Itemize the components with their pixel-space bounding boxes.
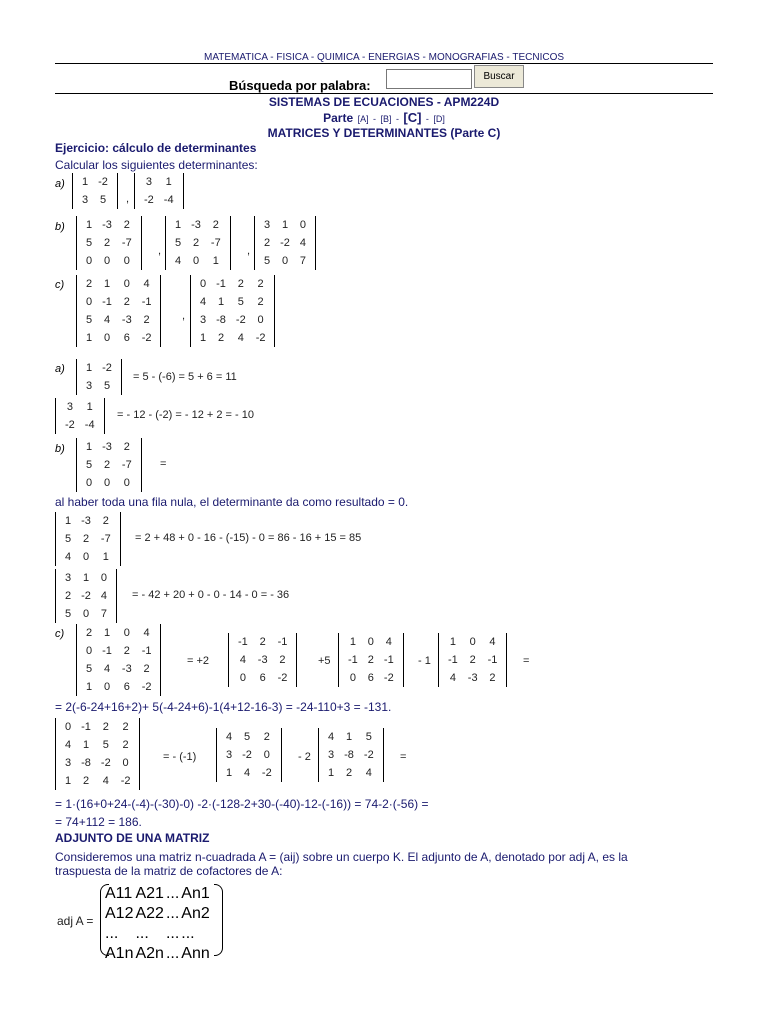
matrix-cell: -2: [102, 362, 112, 374]
matrix-cell: 1: [217, 296, 225, 308]
matrix-cell: -3: [102, 219, 112, 231]
matrix-cell: 1: [86, 362, 93, 374]
matrix-cell: 0: [86, 645, 93, 657]
matrix-cell: -2: [242, 749, 252, 761]
matrix-cell: -1: [383, 654, 394, 666]
matrix-cell: -2: [100, 757, 111, 769]
matrix-cell: 0: [103, 681, 111, 693]
matrix-cell: 2: [82, 533, 90, 545]
matrix-cell: 4: [143, 278, 150, 290]
matrix-cell: 3: [264, 219, 271, 231]
matrix-cell: 1: [86, 681, 93, 693]
matrix-cell: 2: [102, 721, 109, 733]
matrix-cell: -2: [98, 176, 108, 188]
matrix-cell: An1: [181, 885, 210, 902]
part-a-link[interactable]: [A]: [357, 114, 369, 124]
matrix-cell: 4: [237, 332, 244, 344]
matrix-cell: 4: [239, 654, 246, 666]
matrix-cell: 0: [86, 255, 93, 267]
solution-b2-equation: = 2 + 48 + 0 - 16 - (-15) - 0 = 86 - 16 + 15 = 85: [135, 532, 362, 544]
divider: [55, 63, 713, 64]
determinant-a2: [134, 173, 184, 209]
matrix-cell: 5: [99, 194, 107, 206]
matrix-cell: 2: [217, 332, 225, 344]
matrix-cell: 4: [65, 551, 72, 563]
matrix-cell: 2: [82, 775, 90, 787]
matrix-cell: 1: [349, 636, 356, 648]
matrix-cell: 4: [65, 739, 72, 751]
matrix-cell: 5: [86, 663, 93, 675]
label-a: a): [55, 363, 65, 375]
solution-b2-matrix: [55, 512, 121, 566]
matrix-cell: 5: [365, 731, 372, 743]
matrix-cell: 2: [122, 721, 129, 733]
matrix-cell: An2: [181, 905, 210, 922]
matrix-cell: -3: [121, 663, 132, 675]
matrix-cell: 0: [200, 278, 207, 290]
matrix-cell: 0: [299, 219, 307, 231]
section-title-adjunto: ADJUNTO DE UNA MATRIZ: [55, 831, 210, 845]
matrix-cell: A1n: [105, 945, 134, 962]
comma: ,: [182, 310, 186, 322]
matrix-cell: 0: [103, 332, 111, 344]
solution-c2-coef2: - 2: [298, 751, 311, 763]
solution-b3-matrix: [55, 569, 117, 623]
matrix-cell: -1: [487, 654, 498, 666]
label-b: b): [55, 443, 65, 455]
matrix-cell: -1: [141, 645, 152, 657]
matrix-cell: 0: [122, 757, 129, 769]
part-navigation: Parte [A] - [B] - [C] - [D]: [323, 110, 445, 125]
comma: ,: [126, 193, 130, 205]
matrix-cell: 0: [100, 572, 108, 584]
matrix-cell: 0: [239, 672, 246, 684]
part-label: Parte: [323, 111, 354, 125]
matrix-cell: 2: [489, 672, 496, 684]
solution-c1-minor1: [228, 633, 297, 687]
matrix-cell: 5: [264, 255, 271, 267]
matrix-cell: -1: [448, 654, 458, 666]
solution-c1-result: = 2(-6-24+16+2)+ 5(-4-24+6)-1(4+12-16-3) = -24-110+3 = -131.: [55, 700, 392, 714]
matrix-cell: 0: [123, 627, 130, 639]
matrix-cell: 2: [86, 627, 93, 639]
matrix-cell: ...: [165, 905, 180, 922]
matrix-cell: A21: [135, 885, 164, 902]
matrix-cell: -7: [210, 237, 221, 249]
solution-b1-equation: =: [160, 458, 167, 470]
matrix-cell: 5: [65, 608, 72, 620]
matrix-cell: 4: [100, 590, 108, 602]
matrix-cell: -1: [102, 296, 112, 308]
matrix-cell: -2: [383, 672, 394, 684]
matrix-cell: -8: [216, 314, 226, 326]
matrix-cell: 4: [103, 663, 111, 675]
matrix-cell: ...: [165, 925, 180, 942]
matrix-cell: 5: [102, 739, 109, 751]
matrix-cell: -3: [121, 314, 132, 326]
search-label: Búsqueda por palabra:: [229, 78, 371, 93]
adjoint-matrix: [104, 884, 211, 964]
comma: ,: [247, 245, 251, 257]
adjunto-text-line1: Consideremos una matriz n-cuadrada A = (aij) sobre un cuerpo K. El adjunto de A, denotado por adj A, es la: [55, 850, 628, 864]
matrix-cell: 1: [82, 739, 90, 751]
matrix-cell: 1: [86, 332, 93, 344]
matrix-cell: 0: [123, 278, 130, 290]
matrix-cell: 2: [345, 767, 353, 779]
divider: [55, 93, 713, 94]
matrix-cell: 2: [263, 731, 270, 743]
determinant-b3: [254, 216, 316, 270]
matrix-cell: 2: [123, 441, 130, 453]
matrix-cell: 1: [82, 572, 90, 584]
matrix-cell: 3: [86, 380, 93, 392]
matrix-cell: -1: [102, 645, 112, 657]
matrix-cell: 2: [122, 739, 129, 751]
determinant-a1: [72, 173, 118, 209]
matrix-cell: 5: [175, 237, 182, 249]
matrix-cell: -1: [238, 636, 248, 648]
solution-c1-minor3: [438, 633, 507, 687]
matrix-cell: 6: [259, 672, 266, 684]
matrix-cell: 4: [489, 636, 496, 648]
matrix-cell: -1: [348, 654, 358, 666]
matrix-cell: 1: [281, 219, 289, 231]
matrix-cell: -7: [100, 533, 111, 545]
label-c: c): [55, 279, 65, 291]
adjunto-text-line2: traspuesta de la matriz de cofactores de A:: [55, 864, 283, 878]
matrix-cell: 0: [257, 314, 264, 326]
matrix-cell: 6: [123, 332, 130, 344]
matrix-cell: A12: [105, 905, 134, 922]
exercise-title: Ejercicio: cálculo de determinantes: [55, 141, 257, 155]
matrix-cell: 0: [123, 477, 130, 489]
matrix-cell: 1: [65, 775, 72, 787]
matrix-cell: ...: [105, 925, 119, 942]
matrix-cell: A2n: [135, 945, 164, 962]
solution-c1-matrix: [76, 624, 161, 696]
matrix-cell: 2: [102, 515, 109, 527]
matrix-cell: -2: [261, 767, 272, 779]
matrix-cell: 4: [226, 731, 233, 743]
solution-a2-matrix: [55, 398, 105, 434]
matrix-cell: 1: [328, 767, 335, 779]
matrix-cell: 0: [103, 255, 111, 267]
matrix-cell: -2: [280, 237, 290, 249]
matrix-cell: 3: [66, 401, 73, 413]
matrix-cell: 0: [349, 672, 356, 684]
determinant-b1: [76, 216, 142, 270]
matrix-cell: 2: [143, 663, 150, 675]
matrix-cell: -2: [81, 590, 91, 602]
part-b-link[interactable]: [B]: [380, 114, 392, 124]
matrix-cell: 5: [103, 380, 111, 392]
page-title: SISTEMAS DE ECUACIONES - APM224D: [268, 95, 500, 109]
matrix-cell: A22: [135, 905, 164, 922]
solution-c2-matrix: [55, 718, 140, 790]
matrix-cell: 2: [103, 237, 111, 249]
matrix-cell: 2: [279, 654, 286, 666]
matrix-cell: -2: [141, 332, 152, 344]
matrix-cell: 2: [367, 654, 374, 666]
solution-c1-coef1: = +2: [187, 655, 210, 667]
matrix-cell: 1: [82, 176, 89, 188]
matrix-cell: -2: [65, 419, 75, 431]
label-a: a): [55, 178, 65, 190]
matrix-cell: 4: [175, 255, 182, 267]
matrix-cell: -1: [216, 278, 226, 290]
search-button[interactable]: Buscar: [474, 65, 524, 88]
label-c: c): [55, 628, 65, 640]
matrix-cell: 3: [226, 749, 233, 761]
matrix-cell: 4: [328, 731, 335, 743]
solution-c1-coef2: +5: [318, 655, 331, 667]
matrix-cell: ...: [165, 885, 180, 902]
matrix-cell: 4: [243, 767, 251, 779]
exercise-intro: Calcular los siguientes determinantes:: [55, 158, 258, 172]
matrix-cell: 0: [103, 477, 111, 489]
matrix-cell: 5: [243, 731, 251, 743]
matrix-cell: 2: [123, 296, 130, 308]
matrix-cell: -3: [81, 515, 91, 527]
solution-a2-equation: = - 12 - (-2) = - 12 + 2 = - 10: [117, 409, 254, 421]
matrix-cell: 5: [65, 533, 72, 545]
matrix-cell: 5: [86, 314, 93, 326]
matrix-cell: 0: [192, 255, 200, 267]
matrix-cell: 2: [469, 654, 476, 666]
determinant-b2: [165, 216, 231, 270]
solution-b1-matrix: [76, 438, 142, 492]
matrix-cell: -2: [120, 775, 131, 787]
matrix-cell: 0: [367, 636, 374, 648]
matrix-cell: 2: [257, 296, 264, 308]
matrix-cell: -3: [191, 219, 201, 231]
matrix-cell: -2: [255, 332, 266, 344]
matrix-cell: 2: [123, 219, 130, 231]
solution-c1-coef3: - 1: [418, 655, 431, 667]
matrix-cell: 5: [86, 237, 93, 249]
part-c-current: [C]: [403, 110, 422, 125]
matrix-cell: 0: [469, 636, 476, 648]
matrix-cell: -1: [81, 721, 91, 733]
matrix-cell: 5: [86, 459, 93, 471]
matrix-cell: 1: [86, 441, 93, 453]
matrix-cell: 0: [86, 296, 93, 308]
solution-c2-result-line1: = 1·(16+0+24-(-4)-(-30)-0) -2·(-128-2+30-(-40)-12-(-16)) = 74-2·(-56) =: [55, 797, 429, 811]
matrix-cell: -3: [467, 672, 478, 684]
matrix-cell: 5: [237, 296, 244, 308]
matrix-cell: 1: [226, 767, 233, 779]
solution-a1-matrix: [76, 359, 122, 395]
equals: =: [400, 751, 407, 763]
determinant-c2: [190, 275, 275, 347]
matrix-cell: 2: [192, 237, 200, 249]
matrix-cell: 0: [65, 721, 72, 733]
determinant-c1: [76, 275, 161, 347]
matrix-cell: 0: [82, 551, 90, 563]
matrix-cell: 3: [65, 757, 72, 769]
matrix-cell: 2: [86, 278, 93, 290]
matrix-cell: 2: [259, 636, 266, 648]
matrix-cell: ...: [181, 925, 195, 942]
comma: ,: [158, 245, 162, 257]
matrix-cell: 1: [165, 176, 172, 188]
matrix-cell: 0: [123, 255, 130, 267]
matrix-cell: 7: [299, 255, 307, 267]
matrix-cell: 4: [103, 314, 111, 326]
matrix-cell: 3: [145, 176, 152, 188]
matrix-cell: -3: [257, 654, 268, 666]
matrix-cell: -2: [235, 314, 246, 326]
right-paren: [214, 884, 223, 956]
matrix-cell: 1: [449, 636, 456, 648]
matrix-cell: 0: [86, 477, 93, 489]
search-input[interactable]: [386, 69, 472, 89]
matrix-cell: -4: [84, 419, 95, 431]
matrix-cell: 6: [367, 672, 374, 684]
matrix-cell: -8: [344, 749, 354, 761]
matrix-cell: A11: [105, 885, 133, 902]
matrix-cell: 4: [299, 237, 307, 249]
matrix-cell: 1: [86, 401, 93, 413]
equals: =: [523, 655, 530, 667]
top-navigation[interactable]: MATEMATICA - FISICA - QUIMICA - ENERGIAS - MONOGRAFIAS - TECNICOS: [203, 52, 565, 63]
matrix-cell: 4: [449, 672, 456, 684]
solution-c2-minor2: [318, 728, 384, 782]
matrix-cell: 2: [123, 645, 130, 657]
matrix-cell: -4: [163, 194, 174, 206]
solution-c2-coef1: = - (-1): [163, 751, 197, 763]
matrix-cell: 1: [345, 731, 353, 743]
matrix-cell: -2: [277, 672, 288, 684]
matrix-cell: 3: [65, 572, 72, 584]
matrix-cell: 2: [103, 459, 111, 471]
matrix-cell: -8: [81, 757, 91, 769]
matrix-cell: -2: [363, 749, 374, 761]
matrix-cell: 2: [65, 590, 72, 602]
matrix-cell: 1: [86, 219, 93, 231]
solution-a1-equation: = 5 - (-6) = 5 + 6 = 11: [133, 371, 237, 383]
matrix-cell: 2: [257, 278, 264, 290]
solution-b-note: al haber toda una fila nula, el determinante da como resultado = 0.: [55, 495, 409, 509]
matrix-cell: -7: [121, 237, 132, 249]
matrix-cell: 6: [123, 681, 130, 693]
matrix-cell: 0: [281, 255, 289, 267]
matrix-cell: -1: [277, 636, 288, 648]
matrix-cell: 3: [200, 314, 207, 326]
matrix-cell: 1: [175, 219, 182, 231]
adj-label: adj A =: [57, 914, 94, 928]
matrix-cell: -2: [141, 681, 152, 693]
matrix-cell: 2: [237, 278, 244, 290]
matrix-cell: 1: [65, 515, 72, 527]
page-subtitle: MATRICES Y DETERMINANTES (Parte C): [267, 126, 501, 140]
solution-c2-minor1: [216, 728, 282, 782]
matrix-cell: -7: [121, 459, 132, 471]
matrix-cell: 1: [200, 332, 207, 344]
matrix-cell: 4: [143, 627, 150, 639]
part-d-link[interactable]: [D]: [433, 114, 445, 124]
matrix-cell: 1: [212, 255, 219, 267]
matrix-cell: 0: [263, 749, 270, 761]
matrix-cell: 2: [143, 314, 150, 326]
matrix-cell: 0: [82, 608, 90, 620]
matrix-cell: 1: [102, 551, 109, 563]
matrix-cell: -1: [141, 296, 152, 308]
matrix-cell: -3: [102, 441, 112, 453]
matrix-cell: 4: [102, 775, 109, 787]
matrix-cell: 4: [385, 636, 392, 648]
matrix-cell: 7: [100, 608, 108, 620]
matrix-cell: 2: [264, 237, 271, 249]
solution-c2-result-line2: = 74+112 = 186.: [55, 815, 142, 829]
solution-b3-equation: = - 42 + 20 + 0 - 0 - 14 - 0 = - 36: [132, 589, 290, 601]
solution-c1-minor2: [338, 633, 404, 687]
matrix-cell: -2: [144, 194, 154, 206]
matrix-cell: 3: [328, 749, 335, 761]
matrix-cell: 2: [212, 219, 219, 231]
matrix-cell: ...: [165, 945, 180, 962]
matrix-cell: 1: [103, 627, 111, 639]
matrix-cell: Ann: [181, 945, 210, 962]
matrix-cell: 3: [82, 194, 89, 206]
matrix-cell: 4: [365, 767, 372, 779]
matrix-cell: ...: [135, 925, 149, 942]
matrix-cell: 4: [200, 296, 207, 308]
matrix-cell: 1: [103, 278, 111, 290]
label-b: b): [55, 221, 65, 233]
